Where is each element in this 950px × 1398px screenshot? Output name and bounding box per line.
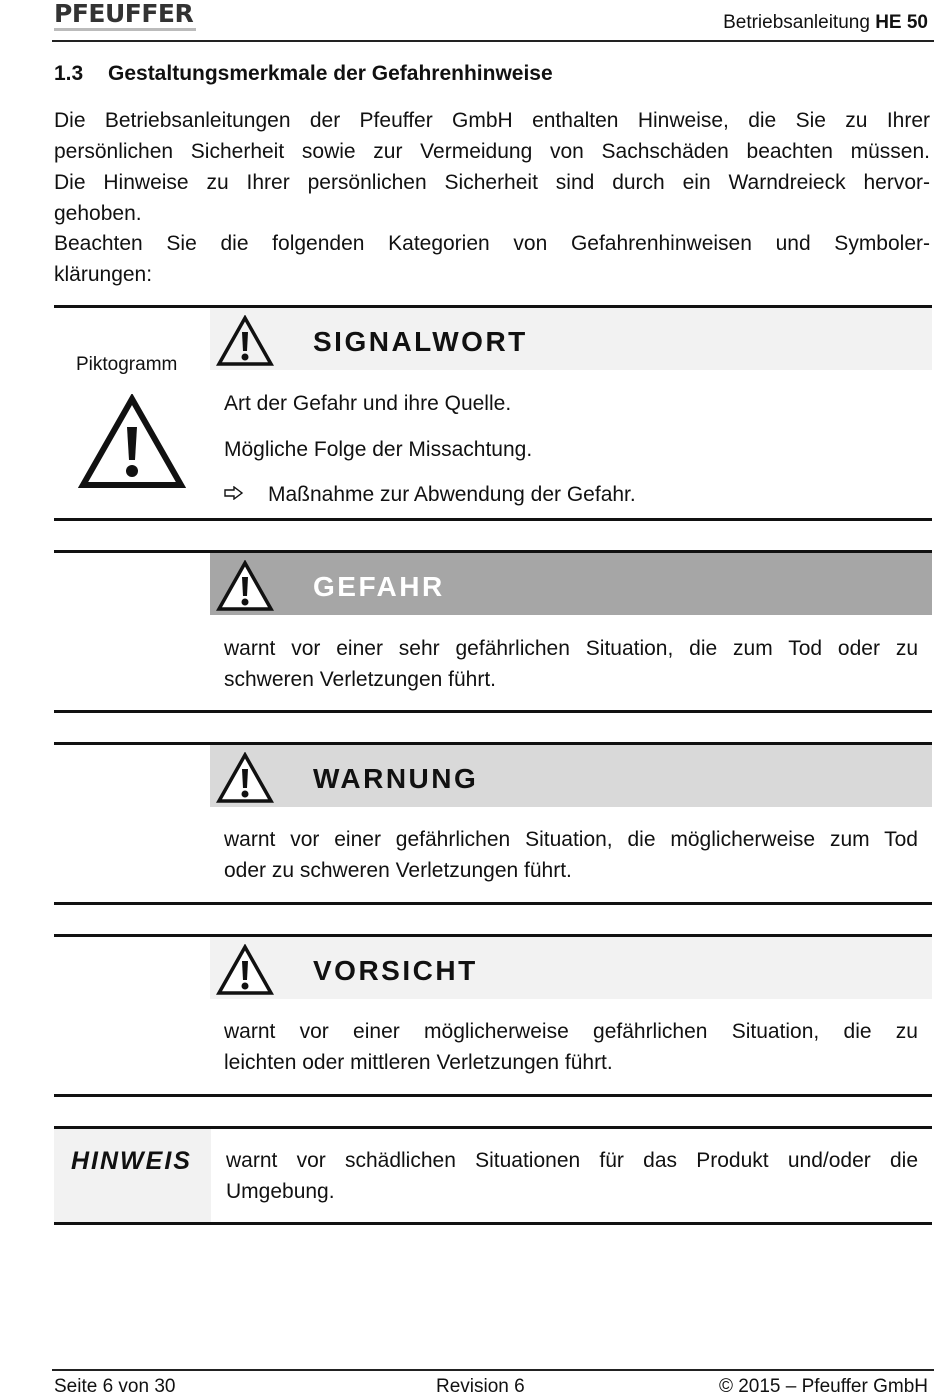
document-model: HE 50 xyxy=(875,12,928,33)
copyright: © 2015 – Pfeuffer GmbH xyxy=(718,1376,928,1397)
warning-triangle-icon xyxy=(216,944,274,996)
section-heading xyxy=(54,62,553,86)
intro-line: klärungen: xyxy=(54,263,153,286)
logo-underline xyxy=(54,28,196,31)
notice-box xyxy=(54,1126,932,1225)
hazard-template-box xyxy=(54,305,932,521)
notice-description-line: Umgebung. xyxy=(226,1180,335,1203)
hazard-level-box xyxy=(54,742,932,905)
footer-rule xyxy=(52,1369,934,1371)
signal-word: WARNUNG xyxy=(313,763,479,794)
hazard-level-box xyxy=(54,934,932,1097)
notice-description-line: warnt vor schädlichen Situationen für das Produkt und/oder die xyxy=(226,1149,918,1172)
intro-line: Beachten Sie die folgenden Kategorien von Gefahrenhinweisen und Symboler- xyxy=(54,232,930,255)
consequence-text: Mögliche Folge der Missachtung. xyxy=(224,438,533,461)
warning-banner xyxy=(210,745,932,807)
intro-line: Die Betriebsanleitungen der Pfeuffer GmbH enthalten Hinweise, die Sie zu Ihrer xyxy=(54,109,930,132)
signalwort-banner xyxy=(210,308,932,370)
caution-banner xyxy=(210,937,932,999)
signal-word: SIGNALWORT xyxy=(313,326,528,357)
intro-line: persönlichen Sicherheit sowie zur Vermeidung von Sachschäden beachten müssen. xyxy=(54,140,930,163)
header-rule xyxy=(52,40,934,42)
signal-word: VORSICHT xyxy=(313,955,478,986)
hazard-description-line: oder zu schweren Verletzungen führt. xyxy=(224,859,572,882)
document-title-prefix: Betriebsanleitung xyxy=(723,12,870,33)
hazard-description-line: warnt vor einer sehr gefährlichen Situation, die zum Tod oder zu xyxy=(224,637,918,660)
document-title xyxy=(723,12,928,34)
notice-label: HINWEIS xyxy=(71,1147,192,1175)
section-number: 1.3 xyxy=(54,62,84,85)
warning-triangle-icon xyxy=(216,315,274,367)
signal-word: GEFAHR xyxy=(313,571,445,602)
section-title: Gestaltungsmerkmale der Gefahrenhinweise xyxy=(108,62,553,85)
hazard-description-line: schweren Verletzungen führt. xyxy=(224,668,496,691)
measure-text: Maßnahme zur Abwendung der Gefahr. xyxy=(268,483,636,506)
hazard-source-text: Art der Gefahr und ihre Quelle. xyxy=(224,392,512,415)
hazard-description-line: warnt vor einer möglicherweise gefährlichen Situation, die zu xyxy=(224,1020,918,1043)
hazard-description-line: warnt vor einer gefährlichen Situation, die möglicherweise zum Tod xyxy=(224,828,918,851)
page-number: Seite 6 von 30 xyxy=(54,1376,176,1397)
warning-triangle-icon xyxy=(216,560,274,612)
warning-triangle-icon xyxy=(216,752,274,804)
intro-line: gehoben. xyxy=(54,202,142,225)
hollow-right-arrow-icon xyxy=(224,486,244,500)
notice-label-cell xyxy=(54,1129,211,1222)
hazard-level-box xyxy=(54,550,932,713)
revision: Revision 6 xyxy=(436,1376,525,1397)
danger-banner xyxy=(210,553,932,615)
intro-line: Die Hinweise zu Ihrer persönlichen Sicherheit sind durch ein Warndreieck hervor- xyxy=(54,171,930,194)
hazard-description-line: leichten oder mittleren Verletzungen führt. xyxy=(224,1051,613,1074)
company-logo: PFEUFFER xyxy=(54,0,194,28)
warning-triangle-icon xyxy=(78,394,186,490)
pictogram-label: Piktogramm xyxy=(76,354,178,375)
